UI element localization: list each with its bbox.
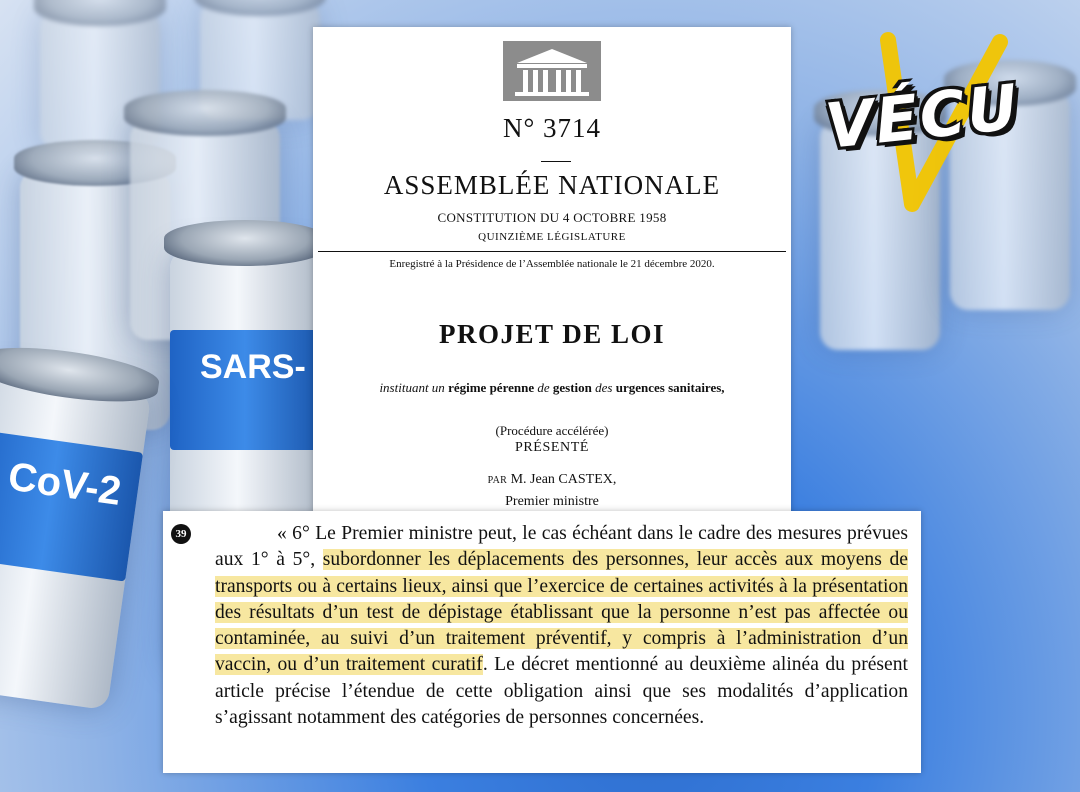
document-number: N° 3714 xyxy=(502,113,602,143)
divider xyxy=(318,251,786,252)
bill-title: PROJET DE LOI xyxy=(438,319,666,349)
vial-label: SARS- xyxy=(170,330,320,450)
bill-subtitle: instituant un régime pérenne de gestion des urgences sanitaires, xyxy=(379,380,725,395)
logo-text: VÉCU xyxy=(822,70,1023,163)
registration-line: Enregistré à la Présidence de l’Assemblée nationale le 21 décembre 2020. xyxy=(389,258,715,270)
highlighted-text: subordonner les déplacements des personnes, leur accès aux moyens de transports ou à certains lieux, ainsi que l’exercice de certaines activités à la présentation des résultats d’un test de dépistage établissant que la personne n’est pas affectée ou contaminée, au suivi d’un traitement préventif, y compris à l’administration d’un vaccin, ou d’un traitement curatif xyxy=(215,549,908,676)
vecu-logo xyxy=(800,28,1045,218)
procedure-line: (Procédure accélérée) xyxy=(495,423,609,438)
author-function: Premier ministre xyxy=(505,494,599,509)
vial-label: CoV-2 xyxy=(0,429,143,581)
presented-line: PRÉSENTÉ xyxy=(514,440,590,455)
assemblee-emblem-icon xyxy=(503,41,601,101)
legislature-line: QUINZIÈME LÉGISLATURE xyxy=(478,231,626,243)
institution-title: ASSEMBLÉE NATIONALE xyxy=(383,170,721,200)
law-excerpt xyxy=(163,511,921,773)
excerpt-paragraph: « 6° Le Premier ministre peut, le cas échéant dans le cadre des mesures prévues aux 1° à 5°, subordonner les déplacements des personnes, leur accès aux moyens de transports ou à certains lieux, ainsi que l’exercice de certaines activités à la présentation des résultats d’un test de dépistage établissant que la personne n’est pas affectée ou contaminée, au suivi d’un traitement préventif, y compris à l’administration d’un vaccin, ou d’un traitement curatif. Le décret mentionné au deuxième alinéa du présent article précise l’étendue de cette obligation ainsi que ses modalités d’application s’agissant notamment des catégories de personnes concernées. xyxy=(215,523,908,729)
author-line: PAR M. Jean CASTEX, xyxy=(487,472,617,487)
vial xyxy=(0,370,151,711)
divider xyxy=(541,161,571,162)
document-page xyxy=(313,27,791,527)
alinea-number: 39 xyxy=(171,524,191,544)
constitution-line: CONSTITUTION DU 4 OCTOBRE 1958 xyxy=(437,210,667,225)
